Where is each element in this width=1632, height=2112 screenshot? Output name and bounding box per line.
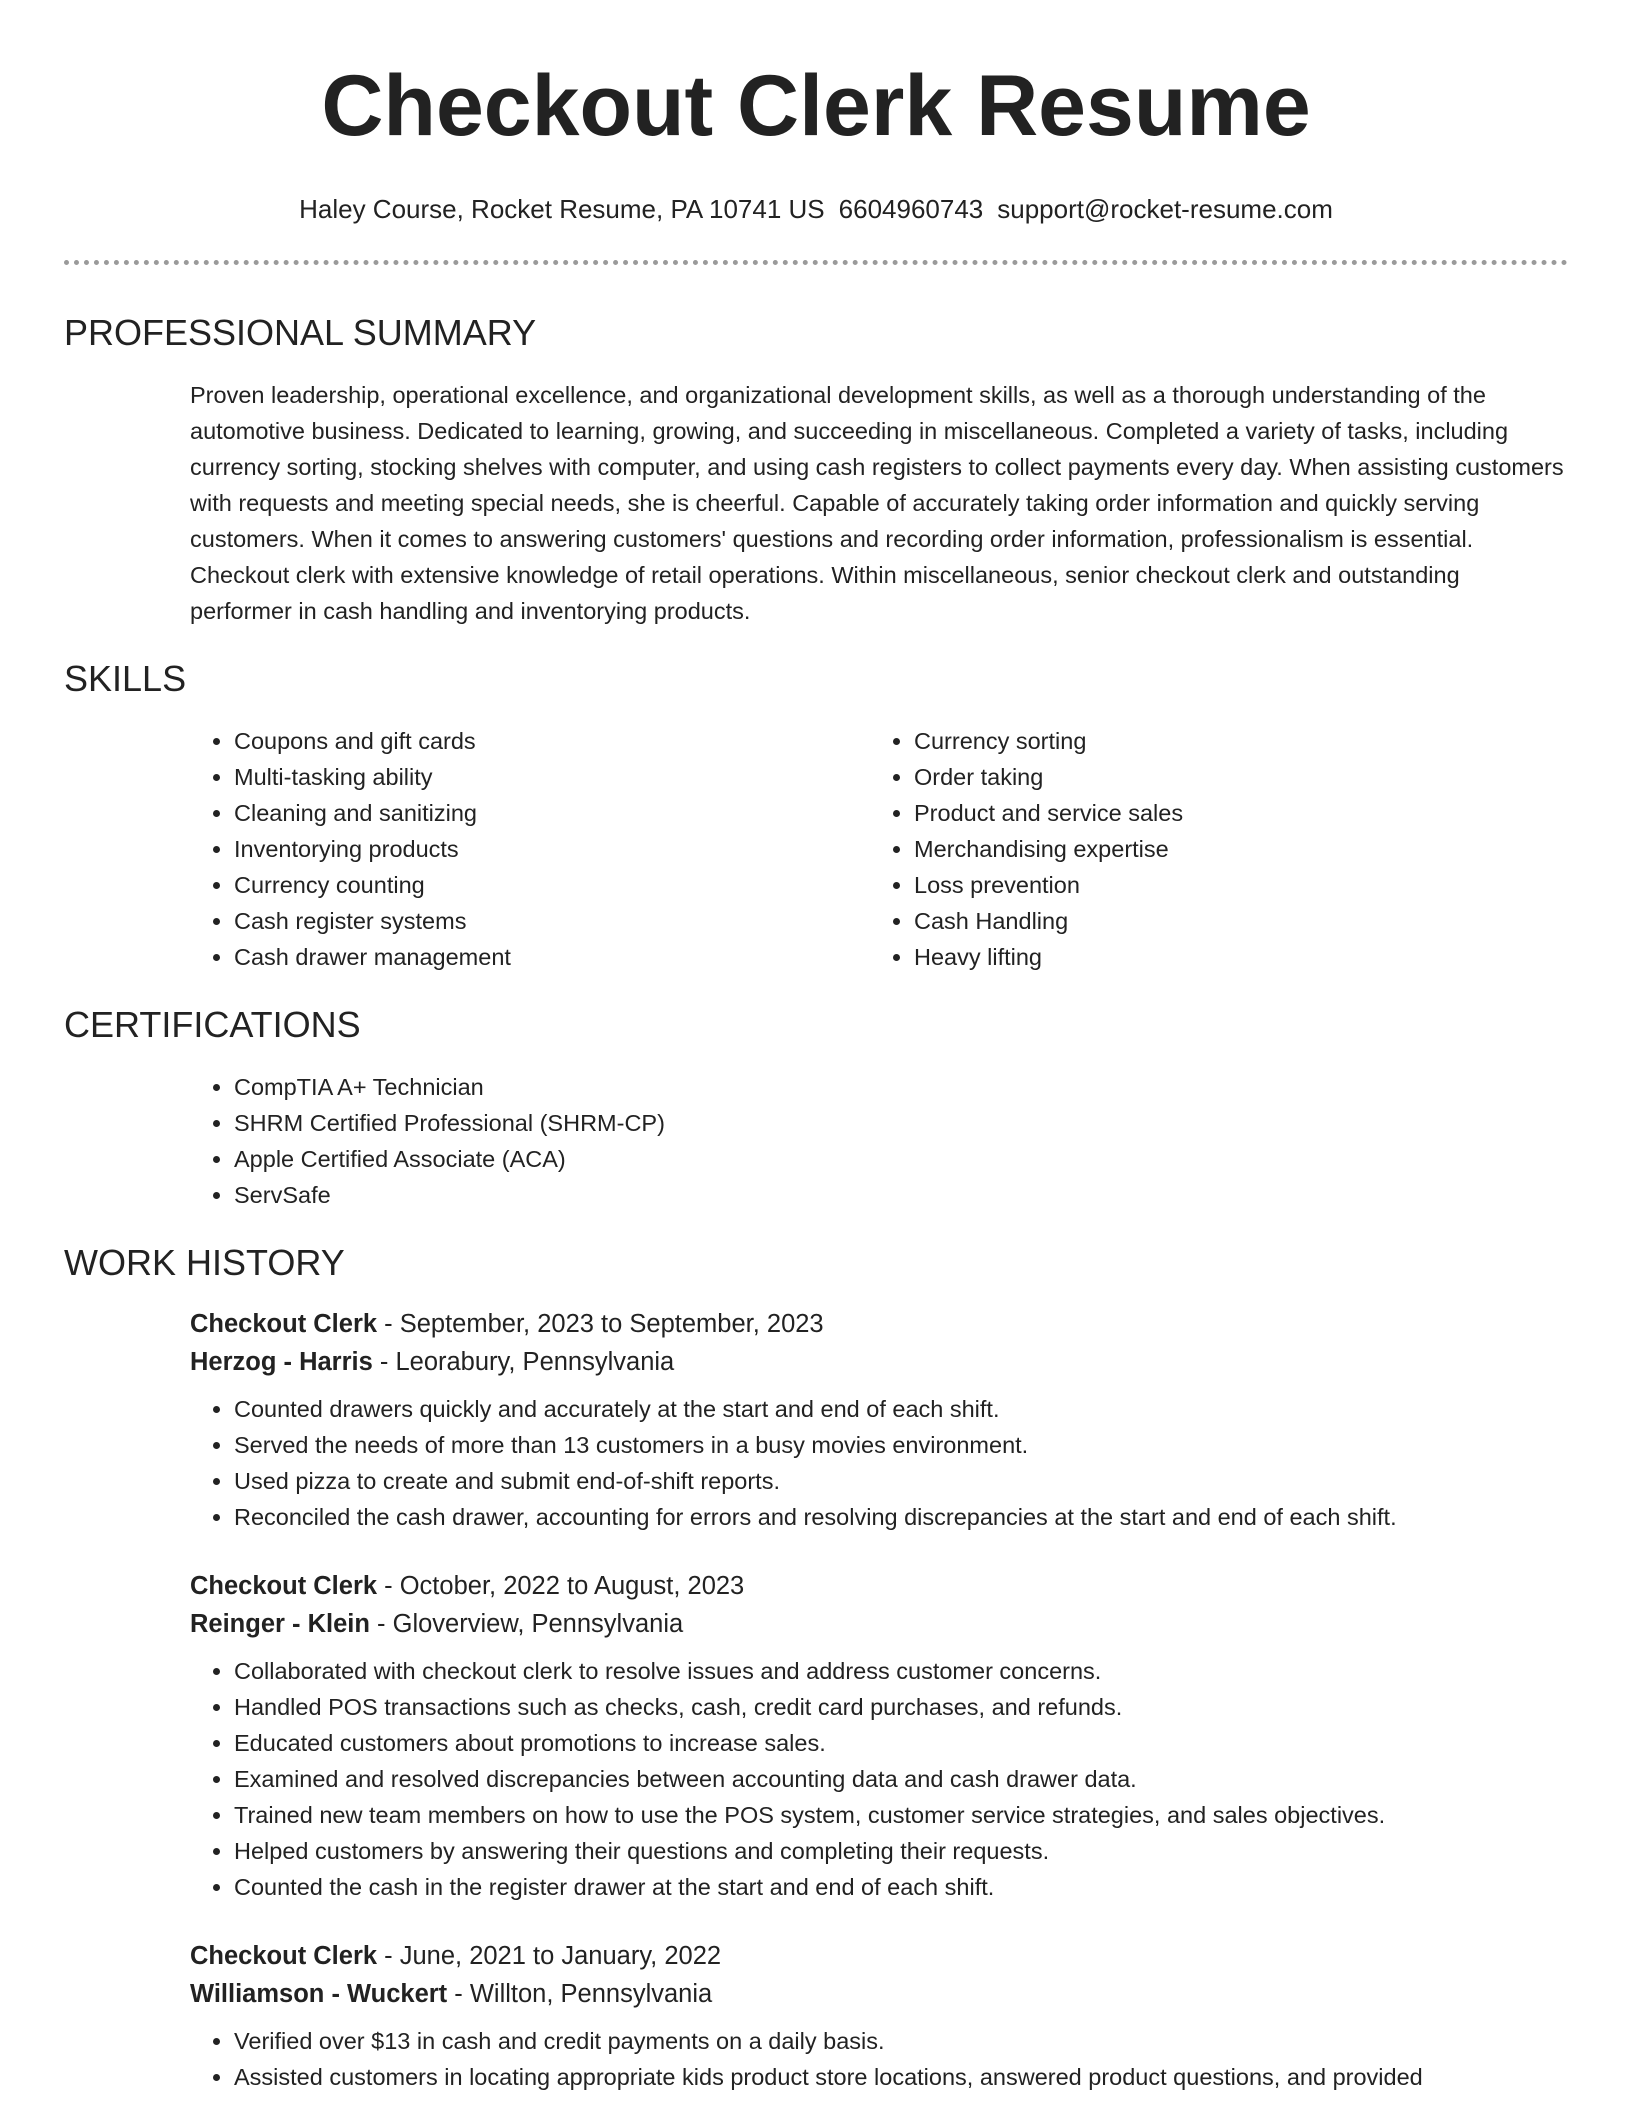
job-bullet: • Handled POS transactions such as checks, cash, credit card purchases, and refunds.	[234, 1689, 1568, 1725]
certification-item: • ServSafe	[234, 1177, 1568, 1213]
job-bullet: • Examined and resolved discrepancies between accounting data and cash drawer data.	[234, 1761, 1568, 1797]
certification-item: • CompTIA A+ Technician	[234, 1069, 1568, 1105]
summary-text: Proven leadership, operational excellence, and organizational development skills, as well as a thorough understanding of the automotive business. Dedicated to learning, growing, and succeeding in miscellaneous. Completed a variety of tasks, including currency sorting, stocking shelves with computer, and using cash registers to collect payments every day. When assisting customers with requests and meeting special needs, she is cheerful. Capable of accurately taking order information and quickly serving customers. When it comes to answering customers' questions and recording order information, professionalism is essential. Checkout clerk with extensive knowledge of retail operations. Within miscellaneous, senior checkout clerk and outstanding performer in cash handling and inventorying products.	[190, 382, 1564, 624]
job-dates: - September, 2023 to September, 2023	[377, 1310, 824, 1338]
skill-item: • Cash register systems	[234, 903, 870, 939]
job-title-line	[190, 1937, 1568, 1975]
skill-item: • Multi-tasking ability	[234, 759, 870, 795]
skill-item: • Currency sorting	[914, 723, 1550, 759]
resume-title: Checkout Clerk Resume	[321, 58, 1311, 154]
skills-section	[64, 657, 1568, 975]
job-bullet: • Reconciled the cash drawer, accounting for errors and resolving discrepancies at the start and end of each shift.	[234, 1499, 1568, 1535]
job-title-line	[190, 1567, 1568, 1605]
skill-item: • Cash drawer management	[234, 939, 870, 975]
job-bullet: • Counted drawers quickly and accurately at the start and end of each shift.	[234, 1391, 1568, 1427]
job-title-line	[190, 1305, 1568, 1343]
job-company: Reinger - Klein	[190, 1610, 370, 1638]
certification-item: • Apple Certified Associate (ACA)	[234, 1141, 1568, 1177]
job-location: - Gloverview, Pennsylvania	[369, 1610, 684, 1638]
work-history-heading: WORK HISTORY	[64, 1242, 345, 1283]
skill-item: • Loss prevention	[914, 867, 1550, 903]
summary-heading: PROFESSIONAL SUMMARY	[64, 312, 537, 353]
job-bullet: • Helped customers by answering their questions and completing their requests.	[234, 1833, 1568, 1869]
skill-item: • Order taking	[914, 759, 1550, 795]
skill-item: • Coupons and gift cards	[234, 723, 870, 759]
job-entry	[64, 1937, 1568, 2095]
job-location: - Willton, Pennsylvania	[447, 1980, 713, 2008]
job-bullet: • Collaborated with checkout clerk to resolve issues and address customer concerns.	[234, 1653, 1568, 1689]
job-title: Checkout Clerk	[190, 1572, 378, 1600]
skill-item: • Heavy lifting	[914, 939, 1550, 975]
contact-line	[64, 192, 1568, 226]
header-divider	[64, 260, 1568, 265]
job-bullet: • Verified over $13 in cash and credit payments on a daily basis.	[234, 2023, 1568, 2059]
job-company-line	[190, 1343, 1568, 1381]
job-company: Williamson - Wuckert	[190, 1980, 448, 2008]
job-bullet: • Used pizza to create and submit end-of-shift reports.	[234, 1463, 1568, 1499]
certifications-section	[64, 1003, 1568, 1213]
contact-email: support@rocket-resume.com	[997, 194, 1333, 224]
skill-item: • Inventorying products	[234, 831, 870, 867]
job-bullet: • Educated customers about promotions to increase sales.	[234, 1725, 1568, 1761]
certifications-heading: CERTIFICATIONS	[64, 1004, 361, 1045]
work-history-section	[64, 1241, 1568, 2095]
skills-left-column	[190, 723, 870, 975]
job-dates: - October, 2022 to August, 2023	[377, 1572, 745, 1600]
job-dates: - June, 2021 to January, 2022	[377, 1942, 722, 1970]
job-title: Checkout Clerk	[190, 1942, 378, 1970]
job-company-line	[190, 1975, 1568, 2013]
job-bullet: • Counted the cash in the register drawer at the start and end of each shift.	[234, 1869, 1568, 1905]
skill-item: • Merchandising expertise	[914, 831, 1550, 867]
contact-address: Haley Course, Rocket Resume, PA 10741 US	[299, 194, 825, 224]
certification-item: • SHRM Certified Professional (SHRM-CP)	[234, 1105, 1568, 1141]
job-bullet: • Trained new team members on how to use the POS system, customer service strategies, and sales objectives.	[234, 1797, 1568, 1833]
contact-phone: 6604960743	[838, 194, 984, 224]
skill-item: • Currency counting	[234, 867, 870, 903]
skills-right-column	[870, 723, 1550, 975]
job-company-line	[190, 1605, 1568, 1643]
job-title: Checkout Clerk	[190, 1310, 378, 1338]
job-bullet: • Served the needs of more than 13 customers in a busy movies environment.	[234, 1427, 1568, 1463]
job-entry	[64, 1305, 1568, 1535]
job-bullet: • Assisted customers in locating appropriate kids product store locations, answered product questions, and provided	[234, 2059, 1568, 2095]
skill-item: • Product and service sales	[914, 795, 1550, 831]
skill-item: • Cash Handling	[914, 903, 1550, 939]
job-location: - Leorabury, Pennsylvania	[372, 1348, 675, 1376]
job-entry	[64, 1567, 1568, 1905]
skill-item: • Cleaning and sanitizing	[234, 795, 870, 831]
summary-section	[64, 311, 1568, 629]
skills-heading: SKILLS	[64, 658, 187, 699]
job-company: Herzog - Harris	[190, 1348, 373, 1376]
